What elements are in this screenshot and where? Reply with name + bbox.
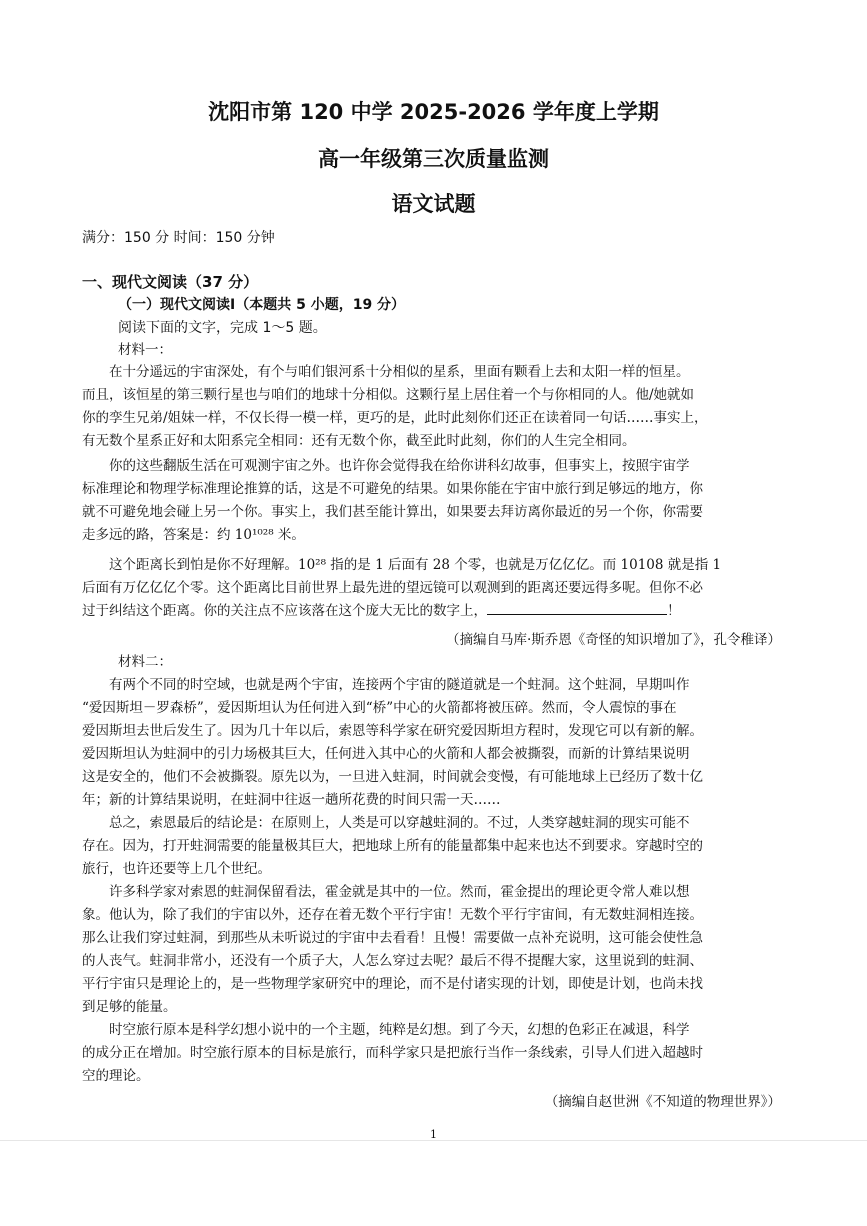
- text-line: 总之，索恩最后的结论是：在原则上，人类是可以穿越蛀洞的。不过，人类穿越蛀洞的现实可能不: [109, 815, 690, 831]
- text-line: 你的这些翻版生活在可观测宇宙之外。也许你会觉得我在给你讲科幻故事，但事实上，按照宇宙学: [109, 458, 690, 474]
- text-line: 标准理论和物理学标准理论推算的话，这是不可避免的结果。如果你能在宇宙中旅行到足够远的地方，你: [82, 481, 703, 497]
- material1-label: 材料一：: [118, 342, 172, 358]
- material2-source: （摘编自赵世洲《不知道的物理世界》）: [544, 1094, 781, 1110]
- material1-source: （摘编自马库·斯乔恩《奇怪的知识增加了》，孔令稚译）: [445, 632, 781, 648]
- page-number: 1: [430, 1128, 437, 1141]
- text-line: 有两个不同的时空域，也就是两个宇宙，连接两个宇宙的隧道就是一个蛀洞。这个蛀洞，早期叫作: [109, 677, 690, 693]
- text-line: 爱因斯坦去世后发生了。因为几十年以后，索恩等科学家在研究爱因斯坦方程时，发现它可以有新的解。: [82, 723, 703, 739]
- text-line: 就不可避免地会碰上另一个你。事实上，我们甚至能计算出，如果要去拜访离你最近的另一个你，你需要: [82, 504, 703, 520]
- exam-title-subject: 语文试题: [391, 192, 476, 216]
- text-line: 这是安全的，他们不会被撕裂。原先以为，一旦进入蛀洞，时间就会变慢，有可能地球上已经历了数十亿: [82, 769, 703, 785]
- material1-paragraph-1: [82, 361, 782, 453]
- material2-paragraph-4: [82, 1019, 782, 1088]
- instruction: 阅读下面的文字，完成 1～5 题。: [118, 320, 327, 336]
- text-line: 时空旅行原本是科学幻想小说中的一个主题，纯粹是幻想。到了今天，幻想的色彩正在减退，科学: [109, 1022, 690, 1038]
- text-line: 走多远的路，答案是：约 10¹⁰²⁸ 米。: [82, 527, 305, 543]
- exam-title-grade: 高一年级第三次质量监测: [318, 147, 549, 171]
- text-line: 许多科学家对索恩的蛀洞保留看法，霍金就是其中的一位。然而，霍金提出的理论更令常人难以想: [109, 884, 690, 900]
- text-line: 后面有万亿亿亿个零。这个距离比目前世界上最先进的望远镜可以观测到的距离还要远得多呢。但你不必: [82, 580, 703, 596]
- material2-paragraph-1: [82, 674, 782, 812]
- text-line: 年；新的计算结果说明，在蛀洞中往返一趟所花费的时间只需一天……: [82, 792, 501, 808]
- text-line: 这个距离长到怕是你不好理解。10²⁸ 指的是 1 后面有 28 个零，也就是万亿亿亿。而 10108 就是指 1: [109, 557, 722, 573]
- text-line: 到足够的能量。: [82, 999, 177, 1015]
- text-line: 空的理论。: [82, 1068, 150, 1084]
- text-line: 平行宇宙只是理论上的，是一些物理学家研究中的理论，而不是付诸实现的计划，即使是计划，也尚未找: [82, 976, 703, 992]
- text-line: 有无数个星系正好和太阳系完全相同：还有无数个你，截至此时此刻，你们的人生完全相同。: [82, 433, 636, 449]
- exam-meta: 满分：150 分 时间：150 分钟: [82, 230, 275, 246]
- material1-label-row: [82, 339, 782, 362]
- material2-label: 材料二：: [118, 654, 172, 670]
- material2-paragraph-2: [82, 812, 782, 881]
- answer-blank: [487, 600, 667, 615]
- text-line: 的人丧气。蛀洞非常小，还没有一个质子大，人怎么穿过去呢？最后不得不提醒大家，这里说到的蛀洞、: [82, 953, 703, 969]
- text-line: 象。他认为，除了我们的宇宙以外，还存在着无数个平行宇宙！无数个平行宇宙间，有无数蛀洞相连接。: [82, 907, 703, 923]
- subsection-heading: （一）现代文阅读Ⅰ（本题共 5 小题，19 分）: [118, 297, 406, 313]
- text-line: 爱因斯坦认为蛀洞中的引力场极其巨大，任何进入其中心的火箭和人都会被撕裂，而新的计算结果说明: [82, 746, 690, 762]
- text-line: 而且，该恒星的第三颗行星也与咱们的地球十分相似。这颗行星上居住着一个与你相同的人。他/她就如: [82, 387, 695, 403]
- text-line: 你的孪生兄弟/姐妹一样，不仅长得一模一样，更巧的是，此时此刻你们还正在读着同一句话……事实上，: [82, 410, 708, 426]
- material2-paragraph-3: [82, 881, 782, 1019]
- text-line: “爱因斯坦－罗森桥”，爱因斯坦认为任何进入到“桥”中心的火箭都将被压碎。然而，令人震惊的事在: [82, 700, 677, 716]
- text-line: 的成分正在增加。时空旅行原本的目标是旅行，而科学家只是把旅行当作一条线索，引导人们进入超越时: [82, 1045, 703, 1061]
- text-line: 旅行，也许还要等上几个世纪。: [82, 861, 271, 877]
- material1-paragraph-3: [82, 554, 782, 623]
- section-heading: 一、现代文阅读（37 分）: [82, 273, 259, 291]
- material1-paragraph-2: [82, 455, 782, 547]
- exam-title-school: 沈阳市第 120 中学 2025-2026 学年度上学期: [208, 100, 659, 124]
- material2-label-row: [82, 651, 782, 674]
- text-line: 存在。因为，打开蛀洞需要的能量极其巨大，把地球上所有的能量都集中起来也达不到要求。穿越时空的: [82, 838, 703, 854]
- text-line: 过于纠结这个距离。你的关注点不应该落在这个庞大无比的数字上，: [82, 603, 487, 619]
- text-line-end: ！: [667, 603, 681, 619]
- text-line: 那么让我们穿过蛀洞，到那些从未听说过的宇宙中去看看！且慢！需要做一点补充说明，这可能会使性急: [82, 930, 703, 946]
- text-line: 在十分遥远的宇宙深处，有个与咱们银河系十分相似的星系，里面有颗看上去和太阳一样的恒星。: [109, 364, 690, 380]
